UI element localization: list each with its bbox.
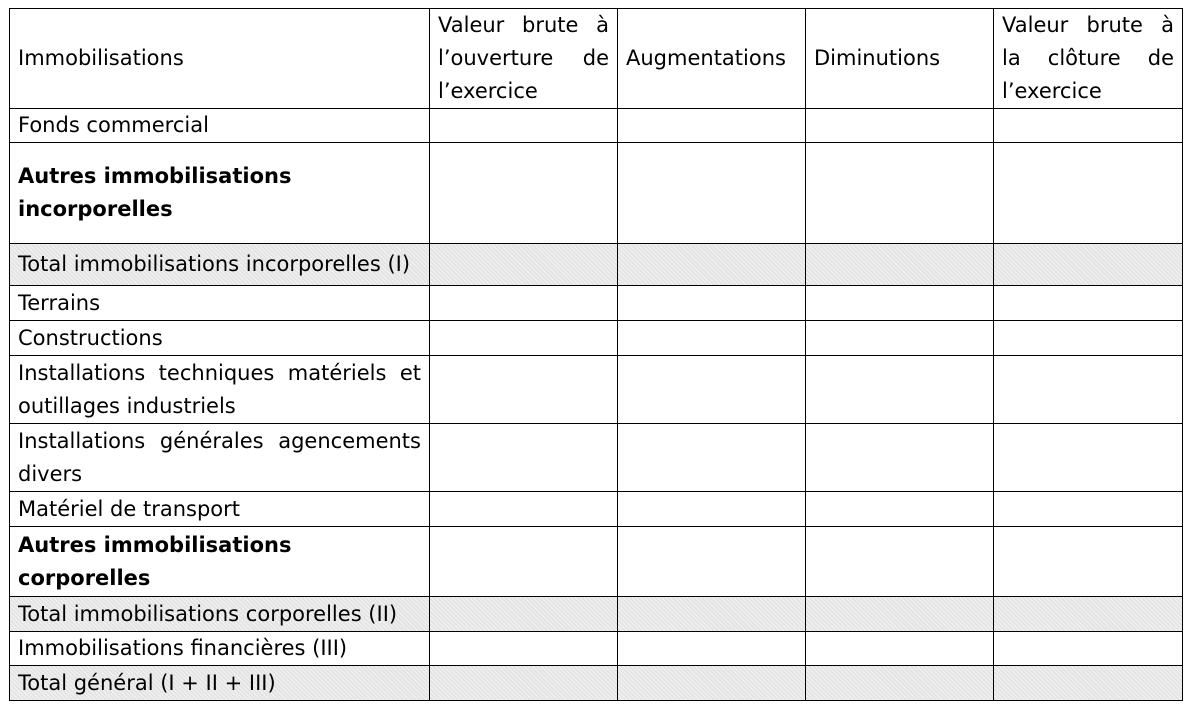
value-cell [806,109,994,143]
table-row [10,286,1183,321]
value-cell [618,321,806,356]
header-decreases: Diminutions [806,9,994,109]
table-row-total [10,597,1183,632]
value-cell [994,597,1183,632]
value-cell [994,143,1183,244]
value-cell [430,666,618,701]
value-cell [806,321,994,356]
row-label: Fonds commercial [10,109,430,143]
header-closing-gross-value: Valeur brute à la clôture de l’exercice [994,9,1183,109]
value-cell [806,244,994,286]
value-cell [618,632,806,666]
table-row [10,356,1183,424]
value-cell [618,527,806,597]
value-cell [430,597,618,632]
value-cell [430,356,618,424]
value-cell [618,597,806,632]
row-label: Installations techniques matériels et outillages industriels [10,356,430,424]
table-row [10,321,1183,356]
value-cell [806,356,994,424]
value-cell [994,356,1183,424]
row-label: Constructions [10,321,430,356]
value-cell [430,632,618,666]
value-cell [994,492,1183,527]
value-cell [994,109,1183,143]
row-label: Total immobilisations incorporelles (I) [10,244,430,286]
value-cell [994,666,1183,701]
table-row [10,527,1183,597]
value-cell [618,492,806,527]
header-row [10,9,1183,109]
row-label: Total immobilisations corporelles (II) [10,597,430,632]
value-cell [618,109,806,143]
table-row [10,109,1183,143]
value-cell [430,321,618,356]
table-row [10,492,1183,527]
value-cell [806,597,994,632]
row-label: Installations générales agencements divers [10,424,430,492]
header-immobilisations: Immobilisations [10,9,430,109]
value-cell [618,143,806,244]
value-cell [430,424,618,492]
table-row [10,143,1183,244]
value-cell [618,356,806,424]
header-opening-gross-value: Valeur brute à l’ouverture de l’exercice [430,9,618,109]
row-label: Immobilisations financières (III) [10,632,430,666]
value-cell [430,109,618,143]
row-label: Terrains [10,286,430,321]
row-label: Autres immobilisations corporelles [10,527,430,597]
fixed-assets-table [9,8,1183,701]
value-cell [806,492,994,527]
value-cell [806,286,994,321]
row-label: Matériel de transport [10,492,430,527]
table-row [10,632,1183,666]
value-cell [618,286,806,321]
value-cell [618,244,806,286]
value-cell [806,143,994,244]
value-cell [994,527,1183,597]
value-cell [806,424,994,492]
row-label: Autres immobilisations incorporelles [10,143,430,244]
value-cell [806,527,994,597]
value-cell [430,244,618,286]
value-cell [430,143,618,244]
row-label: Total général (I + II + III) [10,666,430,701]
table-row [10,424,1183,492]
value-cell [618,666,806,701]
table-row-total [10,666,1183,701]
value-cell [806,632,994,666]
value-cell [430,492,618,527]
value-cell [430,527,618,597]
header-increases: Augmentations [618,9,806,109]
value-cell [994,632,1183,666]
value-cell [618,424,806,492]
value-cell [994,321,1183,356]
table-row-total [10,244,1183,286]
value-cell [994,244,1183,286]
value-cell [430,286,618,321]
value-cell [994,424,1183,492]
value-cell [806,666,994,701]
value-cell [994,286,1183,321]
